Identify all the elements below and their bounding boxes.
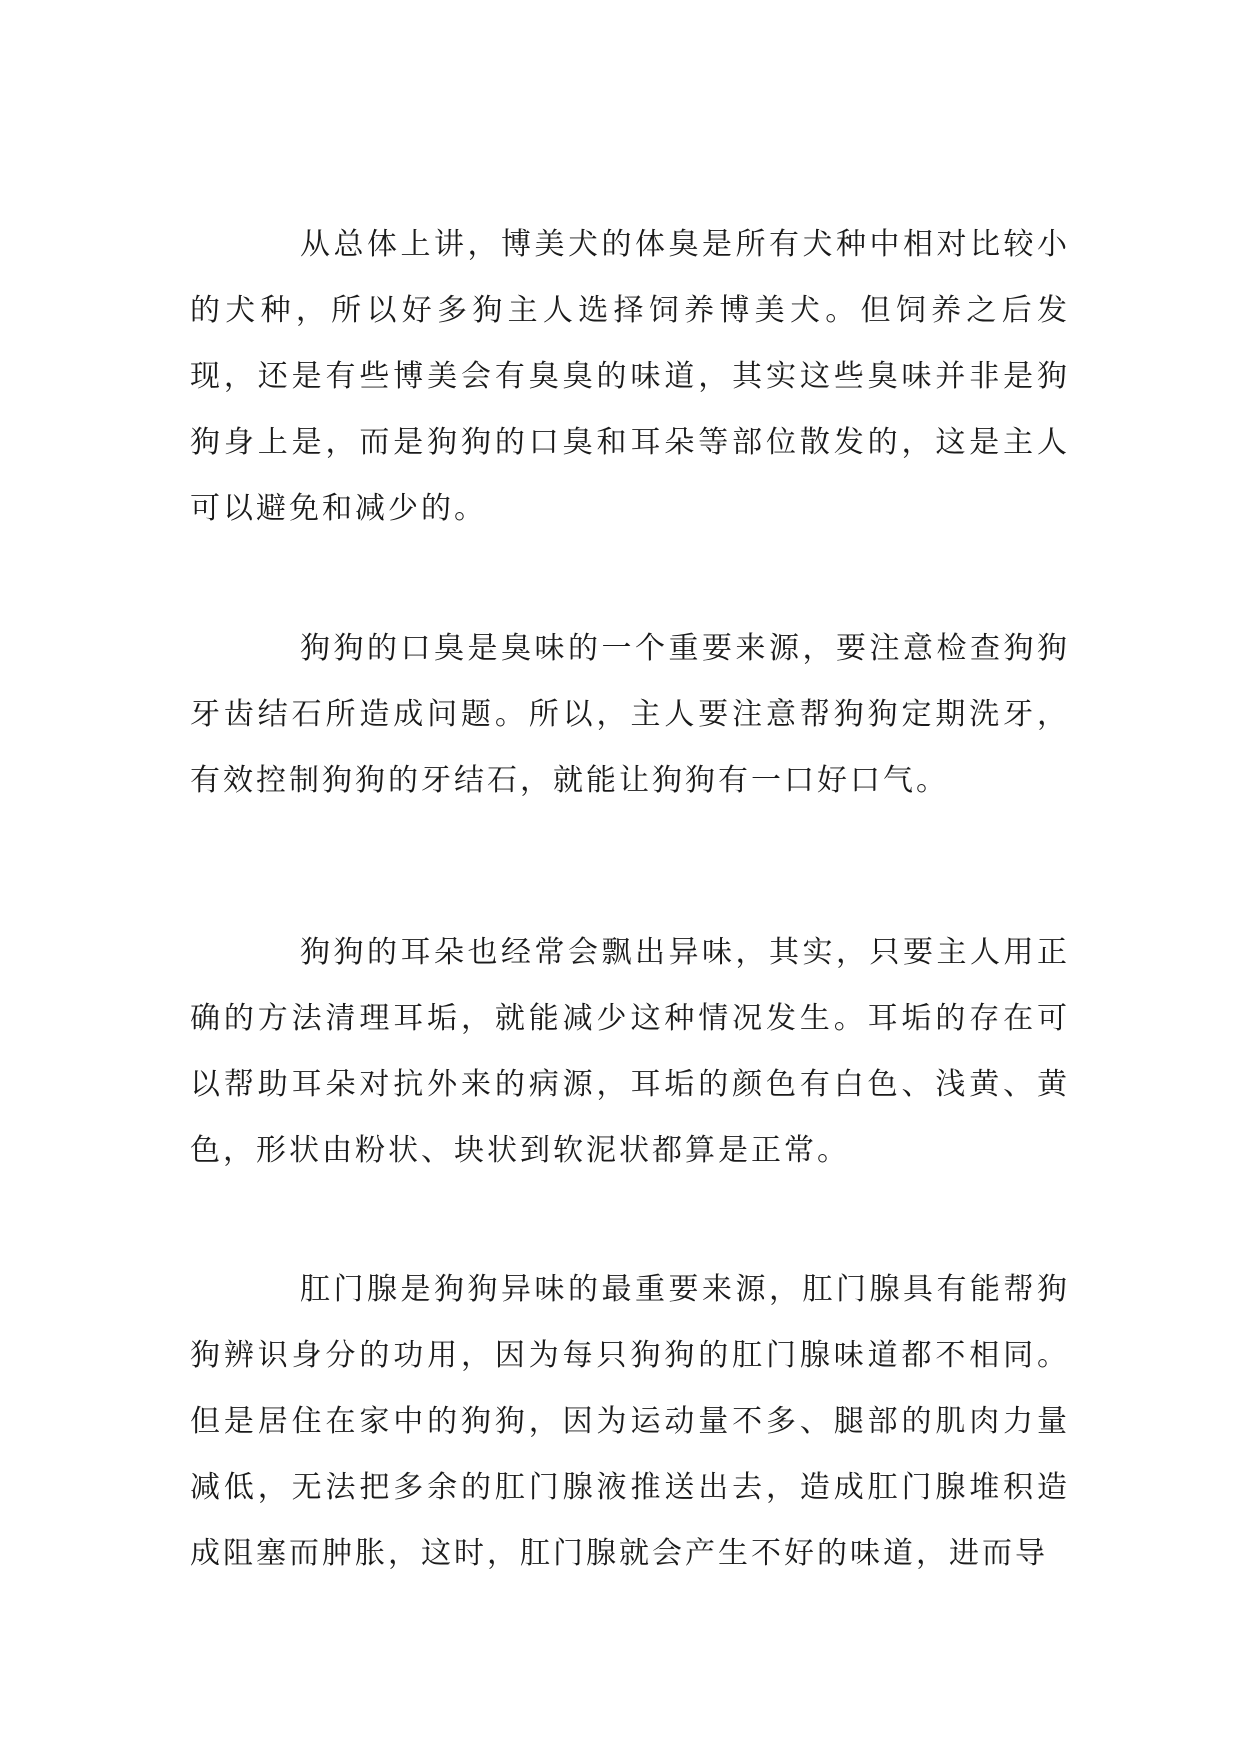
paragraph-bad-breath: 狗狗的口臭是臭味的一个重要来源，要注意检查狗狗牙齿结石所造成问题。所以，主人要注意帮狗狗定期洗牙，有效控制狗狗的牙结石，就能让狗狗有一口好口气。 [190,631,1070,798]
paragraph-body-odor: 从总体上讲，博美犬的体臭是所有犬种中相对比较小的犬种，所以好多狗主人选择饲养博美犬。但饲养之后发现，还是有些博美会有臭臭的味道，其实这些臭味并非是狗狗身上是，而是狗狗的口臭和耳朵等部位散发的，这是主人可以避免和减少的。 [190,227,1070,526]
paragraph-ear-odor: 狗狗的耳朵也经常会飘出异味，其实，只要主人用正确的方法清理耳垢，就能减少这种情况发生。耳垢的存在可以帮助耳朵对抗外来的病源，耳垢的颜色有白色、浅黄、黄色，形状由粉状、块状到软泥状都算是正常。 [190,935,1070,1168]
paragraph-anal-gland: 肛门腺是狗狗异味的最重要来源，肛门腺具有能帮狗狗辨识身分的功用，因为每只狗狗的肛门腺味道都不相同。但是居住在家中的狗狗，因为运动量不多、腿部的肌肉力量减低，无法把多余的肛门腺液推送出去，造成肛门腺堆积造成阻塞而肿胀，这时，肛门腺就会产生不好的味道，进而导 [190,1272,1070,1571]
